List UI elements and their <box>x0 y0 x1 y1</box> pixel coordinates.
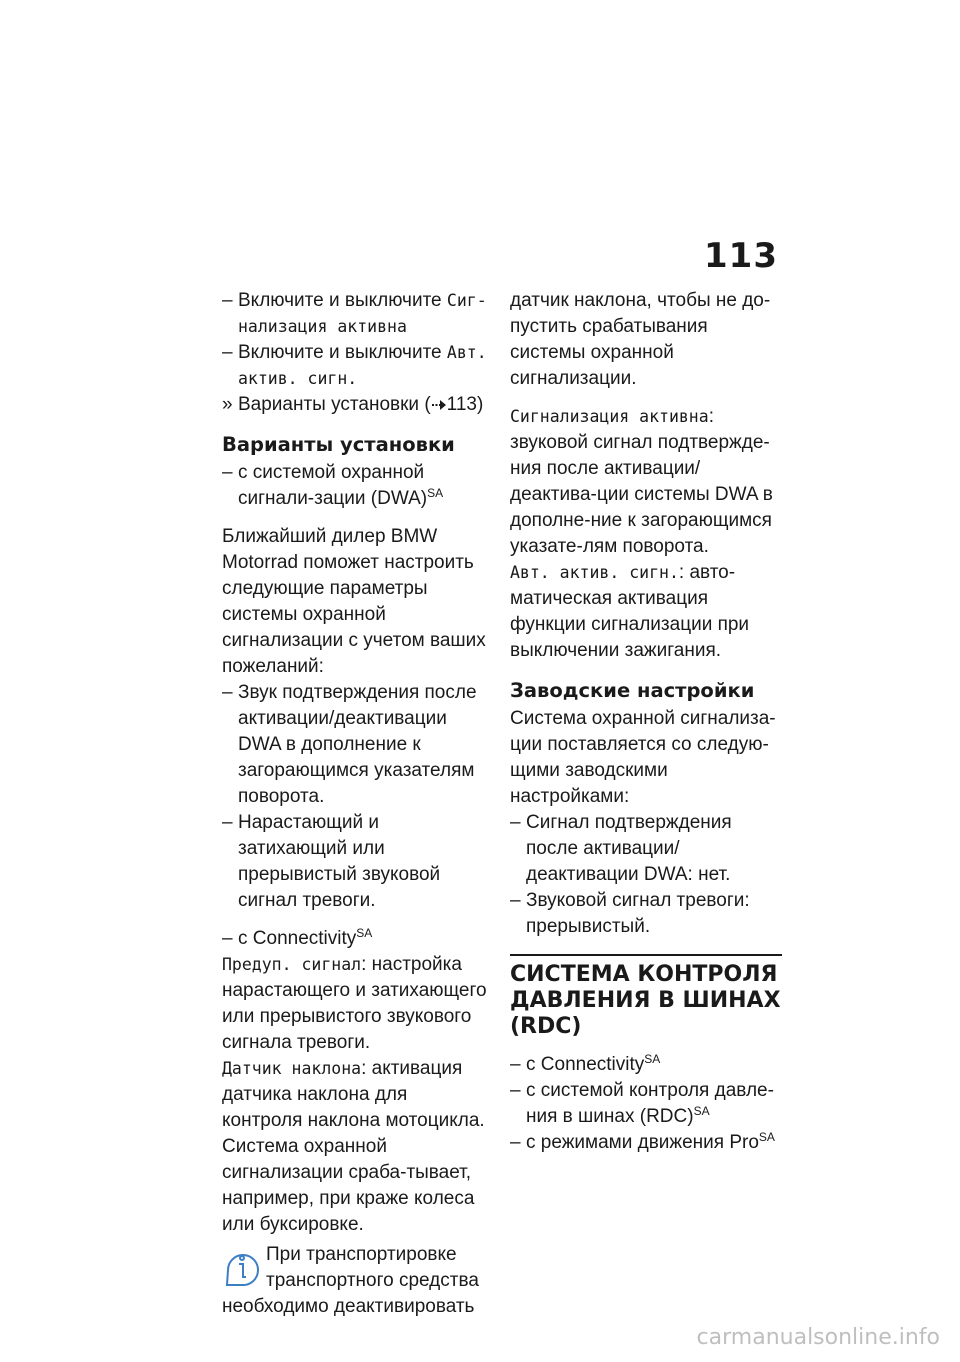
chapter-title: СИСТЕМА КОНТРОЛЯ ДАВЛЕНИЯ В ШИНАХ (RDC) <box>510 962 781 1039</box>
paragraph: датчик наклона, чтобы не до-пустить срабатывания системы охранной сигнализации. <box>510 290 771 389</box>
left-column <box>222 288 490 1320</box>
list-item: – Сигнал подтверждения после активации/деактивации DWA: нет. <box>510 812 732 885</box>
list-item: – с Connectivity$^{SA}$ <box>510 1052 661 1075</box>
paragraph: Ближайший дилер BMW Motorrad поможет настроить следующие параметры системы охранной сигнализации с учетом ваших пожеланий: <box>222 526 486 677</box>
paragraph: Система охранной сигнализа-ции поставляется со следую-щими заводскими настройками: <box>510 708 776 807</box>
list-item: – с Connectivity$^{SA}$ <box>222 926 373 949</box>
hint-text: необходимо деактивировать <box>222 1296 475 1317</box>
paragraph: Предуп. сигнал: настройка нарастающего и затихающего или прерывистого звукового сигнала тревоги. <box>222 954 487 1053</box>
list-item: – с системой контроля давле-ния в шинах (RDC)$^{SA}$ <box>510 1080 774 1127</box>
list-item: – Звуковой сигнал тревоги: прерывистый. <box>510 890 750 937</box>
display-text: Авт. актив. сигн. <box>510 563 679 582</box>
list-item: – Нарастающий и затихающий или прерывистый звуковой сигнал тревоги. <box>222 812 441 911</box>
paragraph: Авт. актив. сигн.: авто-матическая активация функции сигнализации при выключении зажигания. <box>510 562 750 661</box>
hint-text: При транспортировке <box>266 1244 457 1265</box>
section-heading: Заводские настройки <box>510 679 755 702</box>
sa-marker: SA <box>427 486 444 500</box>
watermark: carmanualsonline.info <box>696 1325 940 1350</box>
display-text: Сиг-нализация активна <box>238 291 487 336</box>
section-heading: Варианты установки <box>222 433 455 456</box>
display-text: Датчик наклона <box>222 1059 362 1078</box>
right-column <box>510 288 782 1156</box>
hint-text: транспортного средства <box>266 1270 479 1291</box>
display-text: Сигнализация активна <box>510 407 709 426</box>
sa-marker: SA <box>758 1130 775 1144</box>
info-icon <box>222 1246 262 1286</box>
sa-marker: SA <box>693 1104 710 1118</box>
display-text: Предуп. сигнал <box>222 955 362 974</box>
page-number: 113 <box>704 236 778 276</box>
list-item: – Включите и выключите Сиг-нализация активна <box>222 290 487 336</box>
list-item: – с системой охранной сигнали-зации (DWA)$^{SA}$ <box>222 462 444 509</box>
list-item: – Включите и выключите Авт. актив. сигн. <box>222 342 487 388</box>
list-item: – с режимами движения Pro$^{SA}$ <box>510 1130 775 1153</box>
sa-marker: SA <box>356 926 373 940</box>
sa-marker: SA <box>644 1052 661 1066</box>
paragraph: Датчик наклона: активация датчика наклона для контроля наклона мотоцикла. Система охранной сигнализации сраба-тывает, например, при краже колеса или буксировке. <box>222 1058 485 1235</box>
list-item: – Звук подтверждения после активации/деактивации DWA в дополнение к загорающимся указателям поворота. <box>222 682 477 807</box>
divider <box>510 954 782 956</box>
page-arrow-icon <box>431 399 447 411</box>
cross-reference[interactable]: » Варианты установки ( 113) <box>222 394 484 415</box>
hint-box <box>222 1242 490 1320</box>
paragraph: Сигнализация активна: звуковой сигнал подтвержде-ния после активации/деактива-ции системы DWA в дополне-ние к загорающимся указате-лям поворота. <box>510 406 773 557</box>
display-text: Авт. актив. сигн. <box>238 343 487 388</box>
